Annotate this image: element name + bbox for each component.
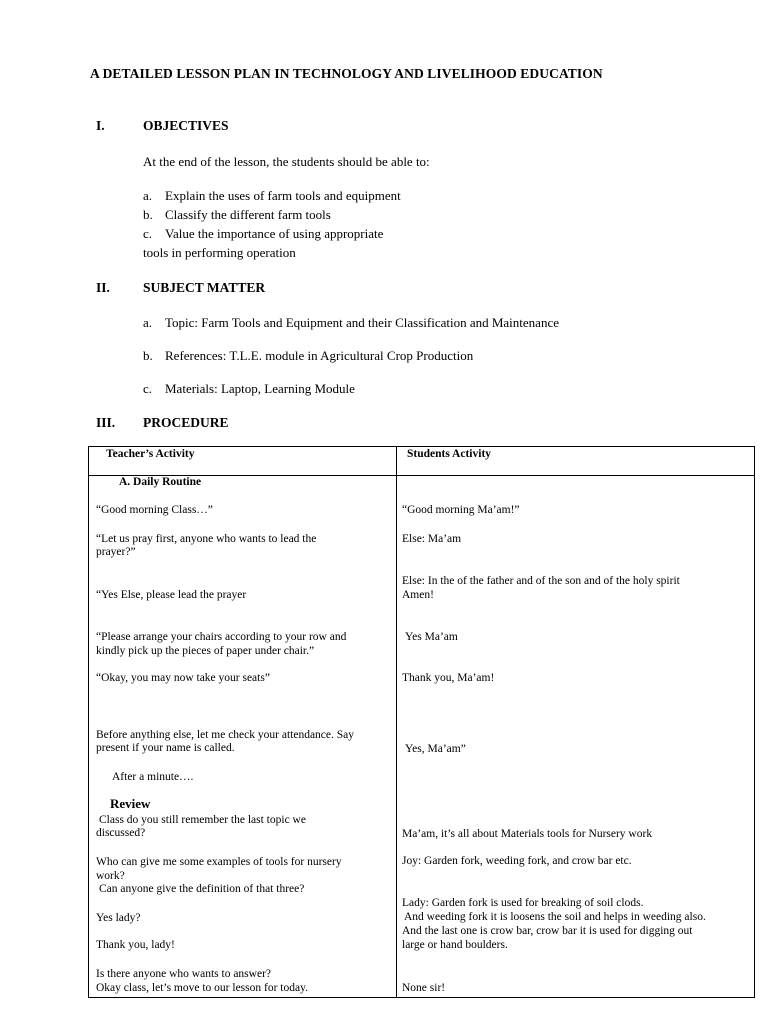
student-line: Else: In the of the father and of the son and of the holy spirit bbox=[402, 575, 680, 587]
teacher-line: “Good morning Class…” bbox=[96, 504, 213, 516]
section-number-subject-matter: II. bbox=[96, 280, 110, 295]
objective-item bbox=[143, 188, 401, 204]
list-text: Value the importance of using appropriate bbox=[165, 226, 384, 241]
student-line: Thank you, Ma’am! bbox=[402, 672, 495, 684]
objectives-intro: At the end of the lesson, the students should be able to: bbox=[143, 154, 430, 169]
teacher-line: “Let us pray first, anyone who wants to lead the bbox=[96, 533, 317, 545]
teacher-line: “Yes Else, please lead the prayer bbox=[96, 589, 247, 601]
teacher-line: discussed? bbox=[96, 827, 146, 839]
list-text: Materials: Laptop, Learning Module bbox=[165, 381, 355, 396]
subject-item-references bbox=[143, 348, 473, 364]
teacher-line: Who can give me some examples of tools for nursery bbox=[96, 856, 342, 868]
daily-routine-heading: A. Daily Routine bbox=[119, 476, 202, 488]
document-title: A DETAILED LESSON PLAN IN TECHNOLOGY AND LIVELIHOOD EDUCATION bbox=[90, 66, 603, 81]
objective-continuation: tools in performing operation bbox=[143, 245, 296, 260]
student-line: None sir! bbox=[402, 982, 446, 994]
list-marker: a. bbox=[143, 188, 153, 203]
list-marker: b. bbox=[143, 348, 153, 363]
teacher-line: kindly pick up the pieces of paper under chair.” bbox=[96, 645, 315, 657]
section-heading-objectives: OBJECTIVES bbox=[143, 118, 229, 133]
list-text: Explain the uses of farm tools and equipment bbox=[165, 188, 401, 203]
teacher-line: Before anything else, let me check your attendance. Say bbox=[96, 729, 355, 741]
section-heading-procedure: PROCEDURE bbox=[143, 415, 229, 430]
section-heading-subject-matter: SUBJECT MATTER bbox=[143, 280, 266, 295]
student-line: And weeding fork it is loosens the soil and helps in weeding also. bbox=[404, 911, 706, 923]
teacher-line: Okay class, let’s move to our lesson for today. bbox=[96, 982, 308, 994]
list-marker: c. bbox=[143, 381, 153, 396]
student-line: Yes, Ma’am” bbox=[405, 743, 466, 755]
list-text: References: T.L.E. module in Agricultural Crop Production bbox=[165, 348, 474, 363]
teacher-line: work? bbox=[96, 870, 125, 882]
teacher-line: “Please arrange your chairs according to your row and bbox=[96, 631, 347, 643]
section-number-objectives: I. bbox=[96, 118, 105, 133]
student-line: large or hand boulders. bbox=[402, 939, 508, 951]
student-line: And the last one is crow bar, crow bar it is used for digging out bbox=[402, 925, 693, 937]
objective-item bbox=[143, 207, 331, 223]
list-marker: b. bbox=[143, 207, 153, 222]
teacher-line: Yes lady? bbox=[96, 912, 141, 924]
header-students-activity: Students Activity bbox=[407, 448, 492, 460]
student-line: Ma’am, it’s all about Materials tools for Nursery work bbox=[402, 828, 653, 840]
teacher-line: prayer?” bbox=[96, 546, 136, 558]
teacher-line: “Okay, you may now take your seats” bbox=[96, 672, 270, 684]
teacher-line: Class do you still remember the last topic we bbox=[99, 814, 306, 826]
header-teacher-activity: Teacher’s Activity bbox=[106, 448, 195, 460]
student-line: Joy: Garden fork, weeding fork, and crow bar etc. bbox=[402, 855, 632, 867]
review-heading: Review bbox=[110, 796, 151, 811]
list-text: Topic: Farm Tools and Equipment and their Classification and Maintenance bbox=[165, 315, 559, 330]
student-line: Lady: Garden fork is used for breaking of soil clods. bbox=[402, 897, 644, 909]
list-text: Classify the different farm tools bbox=[165, 207, 331, 222]
student-line: Amen! bbox=[402, 589, 434, 601]
list-marker: a. bbox=[143, 315, 153, 330]
teacher-line: present if your name is called. bbox=[96, 742, 235, 754]
teacher-line: Thank you, lady! bbox=[96, 939, 175, 951]
subject-item-materials bbox=[143, 381, 355, 397]
student-line: Else: Ma’am bbox=[402, 533, 462, 545]
section-number-procedure: III. bbox=[96, 415, 116, 430]
subject-item-topic bbox=[143, 315, 559, 331]
column-divider bbox=[396, 447, 397, 997]
student-line: Yes Ma’am bbox=[405, 631, 458, 643]
teacher-line: Can anyone give the definition of that three? bbox=[99, 883, 305, 895]
teacher-line: After a minute…. bbox=[112, 771, 194, 783]
list-marker: c. bbox=[143, 226, 153, 241]
procedure-table bbox=[88, 446, 755, 998]
teacher-line: Is there anyone who wants to answer? bbox=[96, 968, 271, 980]
objective-item bbox=[143, 226, 383, 242]
student-line: “Good morning Ma’am!” bbox=[402, 504, 520, 516]
